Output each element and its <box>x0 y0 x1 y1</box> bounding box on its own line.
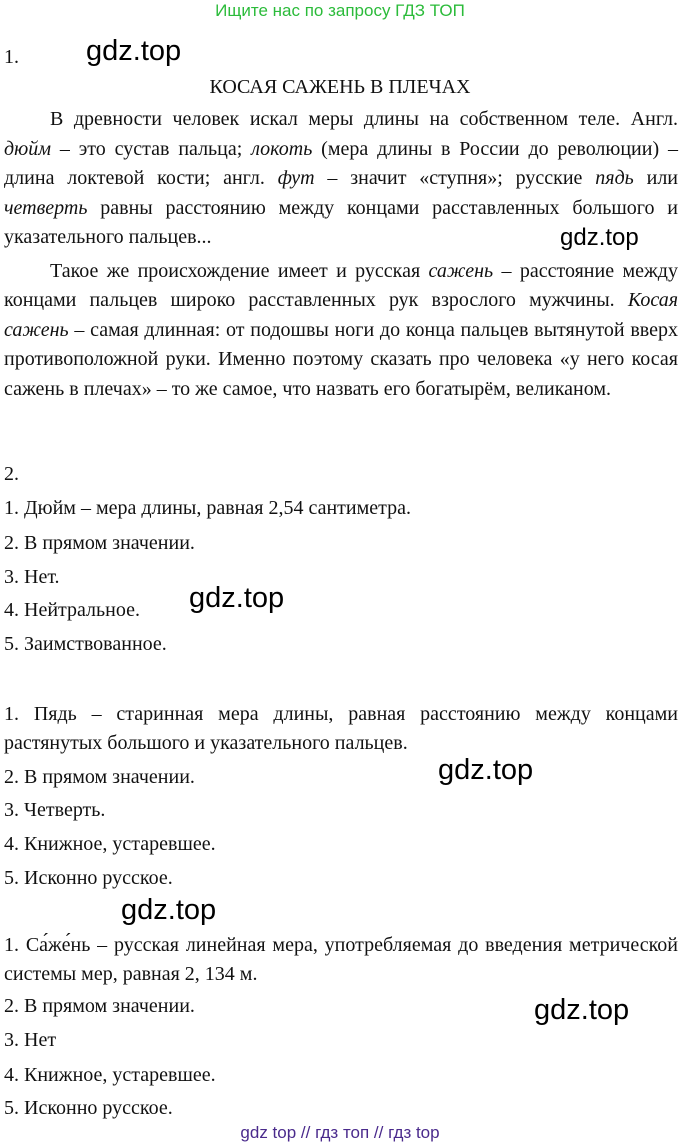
answer-1-3: 3. Нет. <box>4 566 60 588</box>
answer-2-4: 4. Книжное, устаревшее. <box>4 833 216 855</box>
paragraph-1-run-2: – это сустав пальца; <box>50 137 252 160</box>
paragraph-2-run-3: Косая сажень <box>4 289 678 341</box>
paragraph-1-run-10: равны расстоянию между концами расставленных большого и указательного пальцев... <box>4 196 678 248</box>
paragraph-1-run-8: или <box>633 167 679 189</box>
paragraph-1-run-4: (мера длины в России до революции) – длина локтевой кости; англ. <box>4 137 678 189</box>
answer-1-2: 2. В прямом значении. <box>4 532 195 554</box>
answer-1-1: 1. Дюйм – мера длины, равная 2,54 сантиметра. <box>4 497 411 519</box>
paragraph-1-run-7: пядь <box>595 167 634 189</box>
watermark-2: gdz.top <box>560 224 639 251</box>
paragraph-2-run-2: – расстояние между концами пальцев широко расставленных рук взрослого мужчины. <box>4 259 678 311</box>
paragraph-1-run-0: В древности человек искал меры длины на собственном теле. Англ. <box>50 108 678 130</box>
paragraph-2-run-1: сажень <box>428 259 494 282</box>
section-number-2: 2. <box>4 463 19 485</box>
paragraph-1-run-3: локоть <box>251 137 313 160</box>
watermark-3: gdz.top <box>189 582 285 614</box>
essay-title: КОСАЯ САЖЕНЬ В ПЛЕЧАХ <box>209 76 471 98</box>
answer-2-3: 3. Четверть. <box>4 799 106 821</box>
watermark-6: gdz.top <box>534 994 630 1026</box>
answer-1-5: 5. Заимствованное. <box>4 633 167 655</box>
answer-1-4: 4. Нейтральное. <box>4 599 140 621</box>
answer-3-3: 3. Нет <box>4 1029 57 1051</box>
answer-3-2: 2. В прямом значении. <box>4 995 195 1017</box>
paragraph-2-run-4: – самая длинная: от подошвы ноги до конца пальцев вытянутой вверх противоположной руки. Именно поэтому сказать про человека «у него косая сажень в плечах» – то же самое, что назвать его богатырём, великаном. <box>4 318 678 400</box>
watermark-4: gdz.top <box>438 754 534 786</box>
top-banner: Ищите нас по запросу ГДЗ ТОП <box>215 1 465 20</box>
paragraph-2-run-0: Такое же происхождение имеет и русская <box>50 259 429 282</box>
watermark-1: gdz.top <box>86 35 182 67</box>
essay-paragraph-2 <box>4 257 678 405</box>
answer-2-2: 2. В прямом значении. <box>4 766 195 788</box>
paragraph-1-run-5: фут <box>277 167 315 189</box>
answer-3-5: 5. Исконно русское. <box>4 1097 173 1119</box>
paragraph-1-run-1: дюйм <box>4 137 51 160</box>
bottom-banner: gdz top // гдз топ // гдз top <box>240 1123 440 1142</box>
paragraph-1-run-6: – значит «ступня»; русские <box>314 167 596 189</box>
answer-2-1: 1. Пядь – старинная мера длины, равная расстоянию между концами растянутых большого и указательного пальцев. <box>4 703 678 754</box>
watermark-5: gdz.top <box>121 894 217 926</box>
answer-3-1: 1. Са́же́нь – русская линейная мера, употребляемая до введения метрической системы мер, равная 2, 134 м. <box>4 934 678 985</box>
section-number-1: 1. <box>4 46 19 68</box>
answer-3-4: 4. Книжное, устаревшее. <box>4 1064 216 1086</box>
answer-2-5: 5. Исконно русское. <box>4 867 173 889</box>
essay-body <box>4 105 678 404</box>
paragraph-1-run-9: четверть <box>4 196 88 219</box>
